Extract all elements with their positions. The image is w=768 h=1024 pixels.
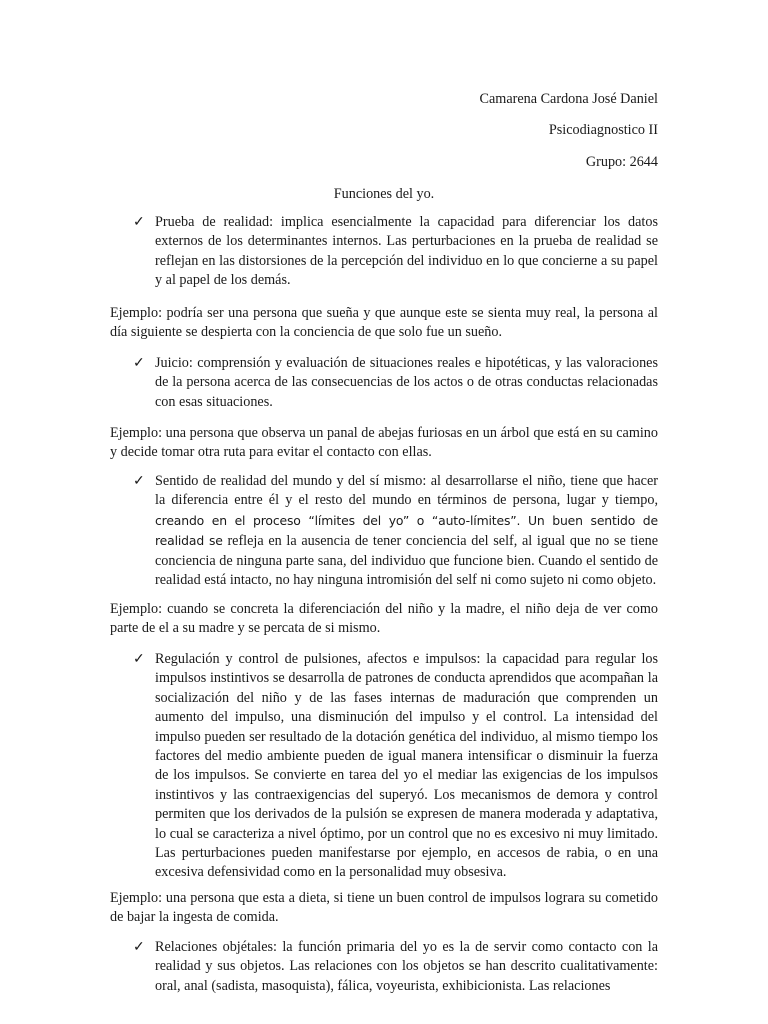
example-paragraph: Ejemplo: una persona que observa un panal de abejas furiosas en un árbol que está en su camino y decide tomar otra ruta para evitar el contacto con ellas. bbox=[110, 425, 658, 461]
author-name: Camarena Cardona José Daniel bbox=[479, 91, 658, 107]
checkmark-icon: ✓ bbox=[133, 651, 145, 667]
bullet-text-part: creando en el proceso “límites del yo” o “auto-límites”. Un buen sentido de realidad se bbox=[155, 512, 658, 549]
bullet-text bbox=[155, 472, 658, 590]
example-paragraph: Ejemplo: una persona que esta a dieta, si tiene un buen control de impulsos lograra su cometido de bajar la ingesta de comida. bbox=[110, 890, 658, 926]
checkmark-icon: ✓ bbox=[133, 214, 145, 230]
checkmark-icon: ✓ bbox=[133, 355, 145, 371]
bullet-reality-testing bbox=[133, 213, 658, 291]
bullet-sense-of-reality bbox=[133, 472, 658, 590]
document-title: Funciones del yo. bbox=[333, 186, 435, 202]
bullet-impulse-control bbox=[133, 650, 658, 883]
bullet-text: Regulación y control de pulsiones, afectos e impulsos: la capacidad para regular los impulsos instintivos se desarrolla de patrones de conducta aprendidos que acompañan la socialización del niño y de las fases internas de maduración que comprenden un aumento del impulso, una disminución del impulso y el control. La intensidad del impulso pueden ser resultado de la dotación genética del individuo, al mismo tiempo los factores del medio ambiente pueden de igual manera intensificar o disminuir la fuerza de los impulsos. Se convierte en tarea del yo el mediar las exigencias de los impulsos instintivos y las contraexigencias del superyó. Los mecanismos de demora y control permiten que los derivados de la pulsión se expresen de manera moderada y adaptativa, lo cual se caracteriza a nivel óptimo, por un control que no es excesivo ni muy limitado. Las perturbaciones pueden manifestarse por ejemplo, en accesos de rabia, o en una excesiva defensividad como en la personalidad muy obsesiva. bbox=[155, 651, 658, 881]
example-paragraph: Ejemplo: podría ser una persona que sueña y que aunque este se sienta muy real, la persona al día siguiente se despierta con la conciencia de que solo fue un sueño. bbox=[110, 305, 658, 341]
checkmark-icon: ✓ bbox=[133, 939, 145, 955]
group-number: Grupo: 2644 bbox=[585, 154, 658, 170]
course-name: Psicodiagnostico II bbox=[548, 122, 658, 138]
checkmark-icon: ✓ bbox=[133, 473, 145, 489]
bullet-text-part: Sentido de realidad del mundo y del sí mismo: al desarrollarse el niño, tiene que hacer la diferencia entre él y el resto del mundo en términos de persona, lugar y tiempo, bbox=[155, 473, 658, 509]
example-paragraph: Ejemplo: cuando se concreta la diferenciación del niño y la madre, el niño deja de ver como parte de el a su madre y se percata de si mismo. bbox=[110, 601, 658, 637]
bullet-text: Prueba de realidad: implica esencialmente la capacidad para diferenciar los datos externos de los determinantes internos. Las perturbaciones en la prueba de realidad se reflejan en las distorsiones de la percepción del individuo en lo que concierne a su papel y al papel de los demás. bbox=[155, 214, 658, 289]
bullet-object-relations bbox=[133, 938, 658, 996]
bullet-text: Relaciones objétales: la función primaria del yo es la de servir como contacto con la realidad y sus objetos. Las relaciones con los objetos se han descrito cualitativamente: oral, anal (sadista, masoquista), fálica, voyeurista, exhibicionista. Las relaciones bbox=[155, 939, 658, 994]
bullet-text: Juicio: comprensión y evaluación de situaciones reales e hipotéticas, y las valoraciones de la persona acerca de las consecuencias de los actos o de otras conductas relacionadas con esas situaciones. bbox=[155, 355, 658, 410]
bullet-text-part: refleja en la ausencia de tener conciencia del self, al igual que no se tiene conciencia de ninguna parte sana, del individuo que funcione bien. Cuando el sentido de realidad está intacto, no hay ninguna intromisión del self ni como sujeto ni como objeto. bbox=[155, 533, 659, 589]
bullet-judgment bbox=[133, 354, 658, 412]
